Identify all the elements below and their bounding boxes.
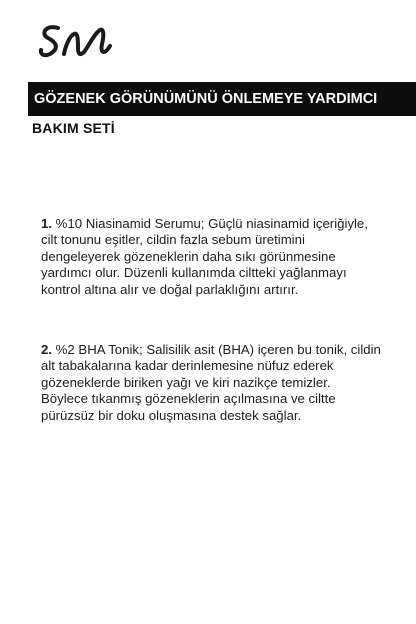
item-number: 1.: [41, 216, 52, 231]
product-paragraph-2: [41, 342, 381, 424]
item-text: %10 Niasinamid Serumu; Güçlü niasinamid içeriğiyle, cilt tonunu eşitler, cildin fazla sebum üretimini dengeleyerek gözeneklerin daha sıkı görünmesine yardımcı olur. Düzenli kullanımda ciltteki yağlanmayı kontrol altına alır ve doğal parlaklığını artırır.: [41, 216, 368, 297]
sn-logo: [38, 22, 114, 64]
page-title: GÖZENEK GÖRÜNÜMÜNÜ ÖNLEMEYE YARDIMCI: [28, 82, 416, 116]
product-paragraph-1: [41, 216, 381, 298]
item-number: 2.: [41, 342, 52, 357]
item-text: %2 BHA Tonik; Salisilik asit (BHA) içeren bu tonik, cildin alt tabakalarına kadar derinlemesine nüfuz ederek gözeneklerde biriken yağı ve kiri nazikçe temizler. Böylece tıkanmış gözeneklerin açılmasına ve ciltte pürüzsüz bir doku oluşmasına destek sağlar.: [41, 342, 381, 423]
page-subtitle: BAKIM SETİ: [32, 120, 115, 136]
